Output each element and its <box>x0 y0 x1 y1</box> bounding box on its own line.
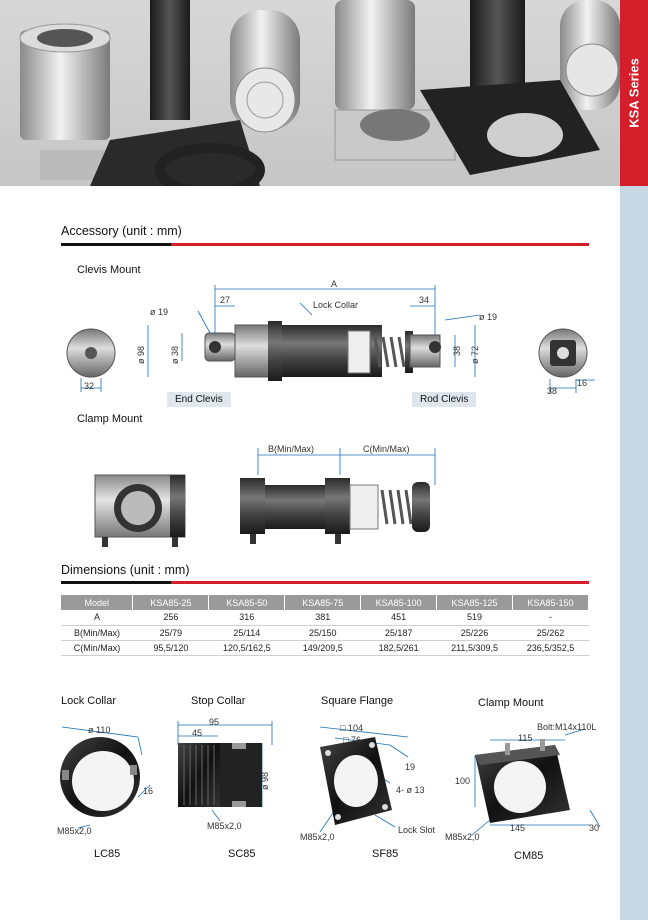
dim-phi38: ø 38 <box>170 345 181 365</box>
table-cell: A <box>61 610 133 625</box>
cm-30: 30 <box>589 823 600 833</box>
table-cell: 25/79 <box>133 625 209 640</box>
sf-code: SF85 <box>372 848 399 860</box>
header-cell: KSA85-150 <box>513 595 589 610</box>
dim-a: A <box>331 279 338 289</box>
lock-collar-title: Lock Collar <box>61 695 117 707</box>
header-cell: KSA85-75 <box>285 595 361 610</box>
table-cell: 25/150 <box>285 625 361 640</box>
sc-thread: M85x2,0 <box>207 821 242 831</box>
table-cell: 25/226 <box>437 625 513 640</box>
clevis-mount-title: Clevis Mount <box>77 264 141 276</box>
cm-thread: M85x2,0 <box>445 832 480 842</box>
dimensions-table <box>61 595 589 656</box>
dim-b-label: B(Min/Max) <box>268 444 315 454</box>
dim-34: 34 <box>419 295 430 305</box>
series-label: KSA Series <box>626 58 642 128</box>
table-cell: 451 <box>361 610 437 625</box>
sf-sq76: □ 76 <box>343 735 361 745</box>
lock-collar-label: Lock Collar <box>313 300 359 310</box>
accessory-rule <box>61 243 589 246</box>
table-cell: 211,5/309,5 <box>437 640 513 655</box>
lc-phi110: ø 110 <box>88 725 111 735</box>
dim-phi19-left: ø 19 <box>150 307 169 317</box>
sf-holes: 4- ø 13 <box>396 785 425 795</box>
product-photo-illustration <box>0 0 620 186</box>
dimensions-rule <box>61 581 589 584</box>
table-header-row <box>61 595 589 610</box>
table-cell: 25/262 <box>513 625 589 640</box>
table-cell: 316 <box>209 610 285 625</box>
dim-phi98: ø 98 <box>136 345 147 365</box>
cm-145: 145 <box>510 823 526 833</box>
dim-phi19-right: ø 19 <box>479 312 498 322</box>
end-clevis-tag: End Clevis <box>167 392 231 407</box>
cm-code: CM85 <box>514 850 544 862</box>
header-cell: KSA85-125 <box>437 595 513 610</box>
cm-bolt: Bolt:M14x110L <box>537 722 597 732</box>
sf-lock-slot: Lock Slot <box>398 825 436 835</box>
table-cell: 25/187 <box>361 625 437 640</box>
clamp-mount-title: Clamp Mount <box>77 413 143 425</box>
clamp-mount-drawing <box>90 440 450 555</box>
stop-collar-title: Stop Collar <box>191 695 246 707</box>
rod-clevis-tag: Rod Clevis <box>412 392 476 407</box>
clevis-mount-drawing <box>50 275 610 410</box>
table-cell: 256 <box>133 610 209 625</box>
table-cell: 182,5/261 <box>361 640 437 655</box>
sc-95: 95 <box>209 717 220 727</box>
lc-thread: M85x2,0 <box>57 826 92 836</box>
lc-16: 16 <box>143 786 154 796</box>
accessory-title: Accessory (unit : mm) <box>61 224 182 238</box>
table-cell: 120,5/162,5 <box>209 640 285 655</box>
header-cell: Model <box>61 595 133 610</box>
dim-38-right: 38 <box>452 345 463 357</box>
table-cell: B(Min/Max) <box>61 625 133 640</box>
table-row <box>61 640 589 655</box>
table-cell: 236,5/352,5 <box>513 640 589 655</box>
dim-phi72: ø 72 <box>470 345 481 365</box>
dim-c-label: C(Min/Max) <box>363 444 410 454</box>
dim-32: 32 <box>84 381 95 391</box>
header-cell: KSA85-50 <box>209 595 285 610</box>
lc-code: LC85 <box>94 848 121 860</box>
dim-27: 27 <box>220 295 231 305</box>
header-cell: KSA85-25 <box>133 595 209 610</box>
sc-phi98: ø 98 <box>260 771 271 791</box>
header-cell: KSA85-100 <box>361 595 437 610</box>
table-row <box>61 610 589 625</box>
sc-45: 45 <box>192 728 203 738</box>
clamp-mount-part-title: Clamp Mount <box>478 697 544 709</box>
hero-photo <box>0 0 620 186</box>
dim-16: 16 <box>577 378 588 388</box>
sf-19: 19 <box>405 762 416 772</box>
square-flange-title: Square Flange <box>321 695 394 707</box>
table-cell: 519 <box>437 610 513 625</box>
table-cell: 95,5/120 <box>133 640 209 655</box>
sf-sq104: □ 104 <box>340 723 363 733</box>
dim-38-bottom: 38 <box>547 386 558 396</box>
table-cell: - <box>513 610 589 625</box>
table-cell: 25/114 <box>209 625 285 640</box>
cm-100: 100 <box>455 776 471 786</box>
dimensions-title: Dimensions (unit : mm) <box>61 563 190 577</box>
cm-115: 115 <box>518 733 533 743</box>
table-row <box>61 625 589 640</box>
table-cell: C(Min/Max) <box>61 640 133 655</box>
side-bar <box>620 186 648 920</box>
table-cell: 149/209,5 <box>285 640 361 655</box>
sf-thread: M85x2,0 <box>300 832 335 842</box>
table-cell: 381 <box>285 610 361 625</box>
sc-code: SC85 <box>228 848 256 860</box>
